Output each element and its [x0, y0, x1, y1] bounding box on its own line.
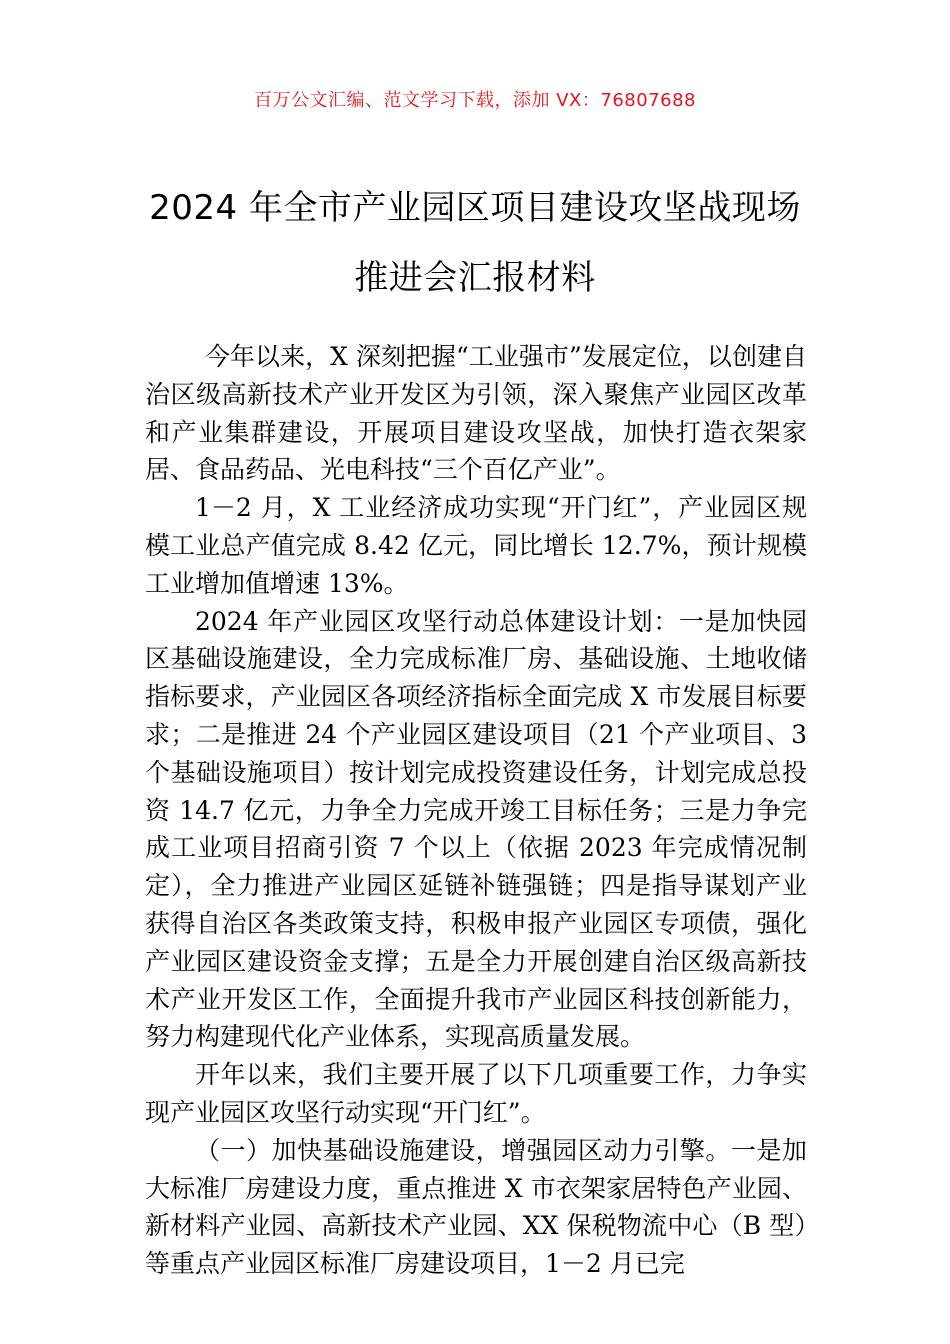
- paragraph-plan: 2024 年产业园区攻坚行动总体建设计划：一是加快园区基础设施建设，全力完成标准厂房、基础设施、土地收储指标要求，产业园区各项经济指标全面完成 X 市发展目标要求；二是推进 24 个产业园区建设项目（21 个产业项目、3 个基础设施项目）按计划完成投资建设任务，计划完成总投资 14.7 亿元，力争全力完成开竣工目标任务；三是力争完成工业项目招商引资 7 个以上（依据 2023 年完成情况制定），全力推进产业园区延链补链强链；四是指导谋划产业获得自治区各类政策支持，积极申报产业园区专项债，强化产业园区建设资金支撑；五是全力开展创建自治区级高新技术产业开发区工作，全面提升我市产业园区科技创新能力，努力构建现代化产业体系，实现高质量发展。: [145, 606, 807, 1052]
- document-title-line-1: 2024 年全市产业园区项目建设攻坚战现场: [149, 188, 801, 228]
- paragraph-section-one: （一）加快基础设施建设，增强园区动力引擎。一是加大标准厂房建设力度，重点推进 X 市衣架家居特色产业园、新材料产业园、高新技术产业园、XX 保税物流中心（B 型）等重点产业园区标准厂房建设项目，1－2 月已完: [145, 1135, 807, 1279]
- header-note: 百万公文汇编、范文学习下载，添加 VX：76807688: [254, 90, 696, 111]
- document-body: [145, 338, 807, 1283]
- paragraph-work-intro: 开年以来，我们主要开展了以下几项重要工作，力争实现产业园区攻坚行动实现“开门红”。: [145, 1060, 807, 1127]
- document-title-line-2: 推进会汇报材料: [354, 258, 596, 298]
- paragraph-economy: 1－2 月，X 工业经济成功实现“开门红”，产业园区规模工业总产值完成 8.42 亿元，同比增长 12.7%，预计规模工业增加值增速 13%。: [145, 493, 807, 598]
- paragraph-intro: 今年以来，X 深刻把握“工业强市”发展定位，以创建自治区级高新技术产业开发区为引领，深入聚焦产业园区改革和产业集群建设，开展项目建设攻坚战，加快打造衣架家居、食品药品、光电科技“三个百亿产业”。: [145, 342, 807, 485]
